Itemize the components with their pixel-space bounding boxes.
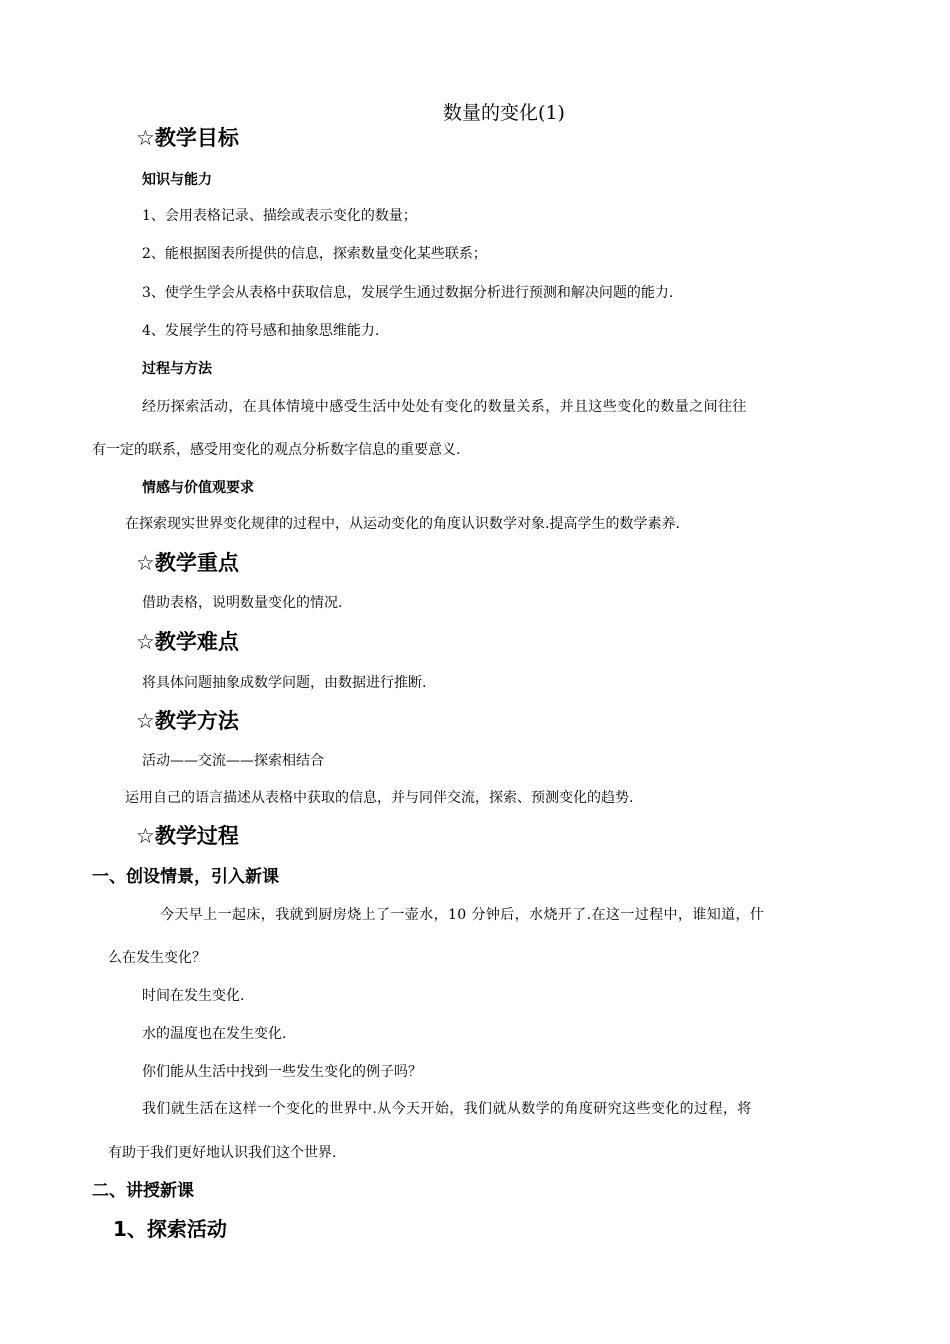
- difficulties-heading: ☆教学难点: [136, 630, 239, 654]
- methods-line-1: 活动——交流——探索相结合: [142, 753, 324, 769]
- part-1-heading: 一、创设情景，引入新课: [92, 867, 279, 887]
- knowledge-heading: 知识与能力: [142, 172, 212, 188]
- part-1-para-2: 时间在发生变化.: [142, 988, 245, 1004]
- part-1-para-5-line-1: 我们就生活在这样一个变化的世界中.从今天开始，我们就从数学的角度研究这些变化的过程，将: [142, 1101, 752, 1117]
- part-1-para-4: 你们能从生活中找到一些发生变化的例子吗？: [142, 1064, 422, 1080]
- emotion-heading: 情感与价值观要求: [142, 480, 254, 496]
- key-points-text: 借助表格，说明数量变化的情况.: [142, 595, 343, 611]
- key-points-heading: ☆教学重点: [136, 551, 239, 575]
- process-method-line-1: 经历探索活动，在具体情境中感受生活中处处有变化的数量关系，并且这些变化的数量之间往往: [142, 399, 747, 415]
- process-method-line-2: 有一定的联系，感受用变化的观点分析数字信息的重要意义.: [92, 442, 461, 458]
- knowledge-item-3: 3、使学生学会从表格中获取信息，发展学生通过数据分析进行预测和解决问题的能力.: [142, 285, 674, 301]
- part-2-sub-heading-1: 1、探索活动: [113, 1217, 227, 1241]
- part-1-para-5-line-2: 有助于我们更好地认识我们这个世界.: [108, 1145, 337, 1161]
- part-1-para-3: 水的温度也在发生变化.: [142, 1026, 287, 1042]
- part-2-heading: 二、讲授新课: [92, 1181, 194, 1201]
- part-1-para-1-line-2: 么在发生变化？: [108, 950, 206, 966]
- teaching-process-heading: ☆教学过程: [136, 824, 239, 848]
- emotion-text: 在探索现实世界变化规律的过程中，从运动变化的角度认识数学对象.提高学生的数学素养.: [125, 516, 680, 532]
- process-method-heading: 过程与方法: [142, 361, 212, 377]
- part-1-para-1-line-1: 今天早上一起床，我就到厨房烧上了一壶水，10 分钟后，水烧开了.在这一过程中，谁知道，什: [160, 907, 765, 923]
- objectives-heading: ☆教学目标: [136, 126, 239, 150]
- methods-heading: ☆教学方法: [136, 709, 239, 733]
- knowledge-item-1: 1、会用表格记录、描绘或表示变化的数量；: [142, 208, 417, 224]
- difficulties-text: 将具体问题抽象成数学问题，由数据进行推断.: [142, 675, 427, 691]
- page-title: 数量的变化(1): [443, 102, 565, 124]
- methods-line-2: 运用自己的语言描述从表格中获取的信息，并与同伴交流，探索、预测变化的趋势.: [125, 790, 634, 806]
- knowledge-item-2: 2、能根据图表所提供的信息，探索数量变化某些联系；: [142, 246, 487, 262]
- knowledge-item-4: 4、发展学生的符号感和抽象思维能力.: [142, 323, 380, 339]
